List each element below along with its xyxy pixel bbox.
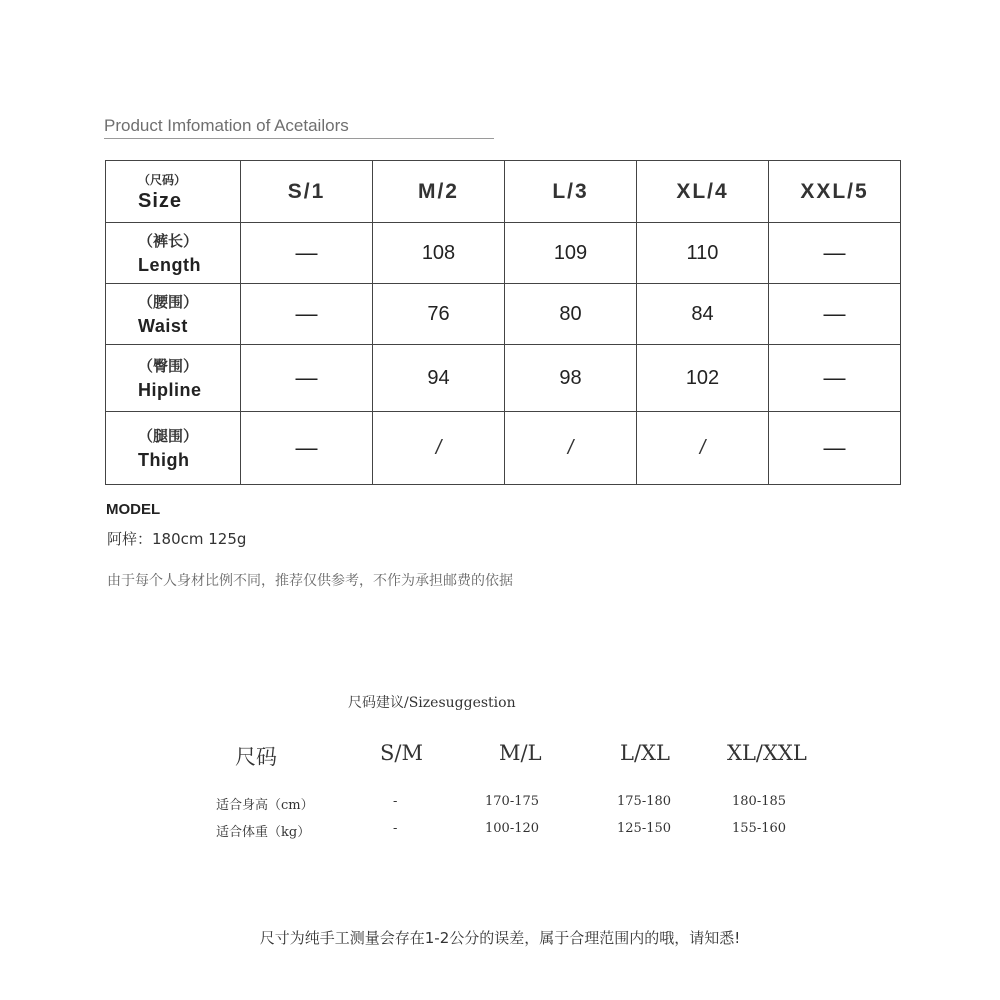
suggestion-cell: 170-175 <box>485 794 540 809</box>
table-cell: — <box>769 345 901 412</box>
suggestion-header: L/XL <box>620 741 670 765</box>
suggestion-header: XL/XXL <box>727 741 807 765</box>
table-cell: 110 <box>637 223 769 284</box>
column-header: M/2 <box>373 161 505 223</box>
suggestion-row-label: 适合体重（kg） <box>216 825 311 840</box>
page-heading: Product Imfomation of Acetailors <box>104 116 349 135</box>
row-header-cn: （臀围） <box>138 358 199 375</box>
table-cell: 98 <box>505 345 637 412</box>
table-cell: 94 <box>373 345 505 412</box>
suggestion-title: 尺码建议/Sizesuggestion <box>348 695 516 711</box>
table-cell: / <box>505 412 637 485</box>
column-header: XL/4 <box>637 161 769 223</box>
table-cell: — <box>769 284 901 345</box>
row-header-en: Thigh <box>138 450 190 470</box>
table-cell: 76 <box>373 284 505 345</box>
table-cell: 108 <box>373 223 505 284</box>
table-cell: — <box>241 345 373 412</box>
table-cell: 80 <box>505 284 637 345</box>
suggestion-cell: 100-120 <box>485 821 540 836</box>
disclaimer-note: 由于每个人身材比例不同，推荐仅供参考，不作为承担邮费的依据 <box>107 573 513 589</box>
suggestion-cell: 125-150 <box>617 821 672 836</box>
table-row <box>106 223 901 284</box>
row-header-cn: （腿围） <box>138 428 199 445</box>
suggestion-header: 尺码 <box>235 745 277 769</box>
row-header <box>106 284 241 345</box>
corner-en: Size <box>138 189 183 212</box>
column-header: L/3 <box>505 161 637 223</box>
column-header: XXL/5 <box>769 161 901 223</box>
column-header: S/1 <box>241 161 373 223</box>
table-cell: — <box>241 284 373 345</box>
table-row <box>106 412 901 485</box>
table-cell: / <box>373 412 505 485</box>
table-cell: — <box>769 223 901 284</box>
suggestion-cell: - <box>393 794 398 809</box>
footer-note: 尺寸为纯手工测量会存在1-2公分的误差，属于合理范围内的哦，请知悉! <box>259 929 741 947</box>
size-table <box>105 160 901 485</box>
row-header-cn: （腰围） <box>138 294 199 311</box>
row-header-en: Length <box>138 255 201 275</box>
table-row <box>106 345 901 412</box>
suggestion-cell: 180-185 <box>732 794 787 809</box>
table-row <box>106 284 901 345</box>
suggestion-cell: 175-180 <box>617 794 672 809</box>
row-header-cn: （裤长） <box>138 233 199 250</box>
heading-underline <box>104 138 494 139</box>
row-header <box>106 345 241 412</box>
corner-cn: （尺码） <box>138 172 187 187</box>
table-cell: — <box>241 223 373 284</box>
suggestion-cell: - <box>393 821 398 836</box>
row-header <box>106 223 241 284</box>
suggestion-header: M/L <box>499 741 542 765</box>
suggestion-row-label: 适合身高（cm） <box>216 798 314 813</box>
table-cell: — <box>769 412 901 485</box>
table-header-row <box>106 161 901 223</box>
suggestion-cell: 155-160 <box>732 821 787 836</box>
table-cell: 109 <box>505 223 637 284</box>
table-cell: 84 <box>637 284 769 345</box>
row-header-en: Waist <box>138 316 188 336</box>
model-measurements: 阿梓：180cm 125g <box>107 530 247 548</box>
row-header <box>106 412 241 485</box>
corner-cell <box>106 161 241 223</box>
table-cell: — <box>241 412 373 485</box>
table-cell: / <box>637 412 769 485</box>
suggestion-header: S/M <box>380 741 423 765</box>
row-header-en: Hipline <box>138 380 202 400</box>
model-title: MODEL <box>106 501 161 518</box>
table-cell: 102 <box>637 345 769 412</box>
